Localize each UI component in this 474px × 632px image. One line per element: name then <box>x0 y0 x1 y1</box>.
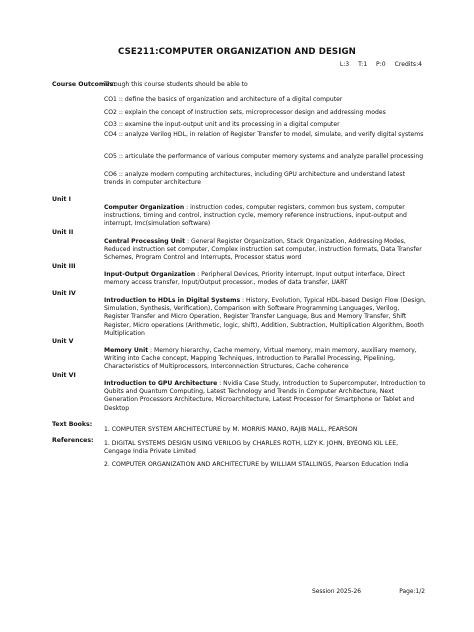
textbooks-label: Text Books: <box>52 421 93 428</box>
unit-4-content <box>104 297 426 338</box>
unit-3-content <box>104 271 426 287</box>
ltpc-credits <box>333 61 422 68</box>
unit-1-body: : instruction codes, computer registers, common bus system, computer instructions, timing and control, instruction cycle, memory reference instructions, input-output and interrupt, Imc(simulation software) <box>104 204 407 228</box>
lecture-hours: L:3 <box>339 61 350 68</box>
unit-1-heading: Computer Organization <box>104 204 185 211</box>
unit-2-body: : General Register Organization, Stack Organization, Addressing Modes, Reduced instruction set computer, Complex instruction set computer, instruction formats, Data Transfer Schemes, Program Control and Interrupts, Processor status word <box>104 238 422 262</box>
unit-2-content <box>104 238 426 263</box>
footer-session: Session 2025-26 <box>312 589 361 595</box>
practical-hours: P:0 <box>376 61 386 68</box>
references-label: References: <box>52 437 94 444</box>
unit-2-label: Unit II <box>52 229 74 236</box>
unit-6-body: : Nvidia Case Study, Introduction to Supercomputer, Introduction to Qubits and Quantum Computing, Latest Technology and Trends in Computer Architecture, Next Generation Processors Architecture, Microarchitecture, Latest Processor for Smartphone or Tablet and Desktop <box>104 380 426 412</box>
tutorial-hours: T:1 <box>358 61 368 68</box>
unit-3-heading: Input-Output Organization <box>104 271 196 278</box>
course-outcomes-intro: Through this course students should be able to <box>104 81 248 88</box>
unit-4-heading: Introduction to HDLs in Digital Systems <box>104 297 241 304</box>
outcome-co5: CO5 :: articulate the performance of various computer memory systems and analyze parallel processing <box>104 153 424 160</box>
unit-5-label: Unit V <box>52 338 74 345</box>
credits: Credits:4 <box>394 61 422 68</box>
course-title: CSE211:COMPUTER ORGANIZATION AND DESIGN <box>118 47 356 57</box>
unit-1-content <box>104 204 426 229</box>
outcome-co2: CO2 :: explain the concept of Instruction sets, microprocessor design and addressing modes <box>104 109 386 116</box>
unit-6-label: Unit VI <box>52 372 76 379</box>
unit-5-body: : Memory hierarchy, Cache memory, Virtual memory, main memory, auxiliary memory, Writing into Cache concept, Mapping Techniques, Introduction to Parallel Processing, Pipelining, Characteristics of Multiprocessors, Interconnection Structures, Cache coherence <box>104 347 417 371</box>
outcome-co4: CO4 :: analyze Verilog HDL, in relation of Register Transfer to model, simulate, and verify digital systems <box>104 131 424 138</box>
unit-3-label: Unit III <box>52 263 76 270</box>
footer-page-number: Page:1/2 <box>399 589 425 595</box>
reference-2: 2. COMPUTER ORGANIZATION AND ARCHITECTURE by WILLIAM STALLINGS, Pearson Education India <box>104 461 409 468</box>
outcome-co6: CO6 :: analyze modern computing architectures, including GPU architecture and understand latest trends in computer architecture <box>104 171 405 187</box>
course-outcomes-label: Course Outcomes: <box>52 81 116 88</box>
unit-6-content <box>104 380 426 413</box>
unit-1-label: Unit I <box>52 196 71 203</box>
unit-5-content <box>104 347 426 372</box>
unit-2-heading: Central Processing Unit <box>104 238 186 245</box>
reference-1: 1. DIGITAL SYSTEMS DESIGN USING VERILOG by CHARLES ROTH, LIZY K. JOHN, BYEONG KIL LEE, Cengage India Private Limited <box>104 440 399 456</box>
unit-5-heading: Memory Unit <box>104 347 149 354</box>
unit-3-body: : Peripheral Devices, Priority interrupt, Input output interface, Direct memory access transfer, Input/Output processor., modes of data transfer, UART <box>104 271 406 287</box>
unit-4-body: : History, Evolution, Typical HDL-based Design Flow (Design, Simulation, Synthesis, Verification), Comparison with Software Programming Languages, Verilog, Register Transfer and Micro Operation, Register Transfer Language, Bus and Memory Transfer, Shift Register, Micro operations (Arithmetic, logic, shift), Addition, Subtraction, Multiplication Algorithm, Booth Multiplication <box>104 297 426 337</box>
textbook-1: 1. COMPUTER SYSTEM ARCHITECTURE by M. MORRIS MANO, RAJIB MALL, PEARSON <box>104 426 358 433</box>
unit-4-label: Unit IV <box>52 290 76 297</box>
outcome-co3: CO3 :: examine the input-output unit and its processing in a digital computer <box>104 121 340 128</box>
unit-6-heading: Introduction to GPU Architecture <box>104 380 218 387</box>
outcome-co1: CO1 :: define the basics of organization and architecture of a digital computer <box>104 96 343 103</box>
